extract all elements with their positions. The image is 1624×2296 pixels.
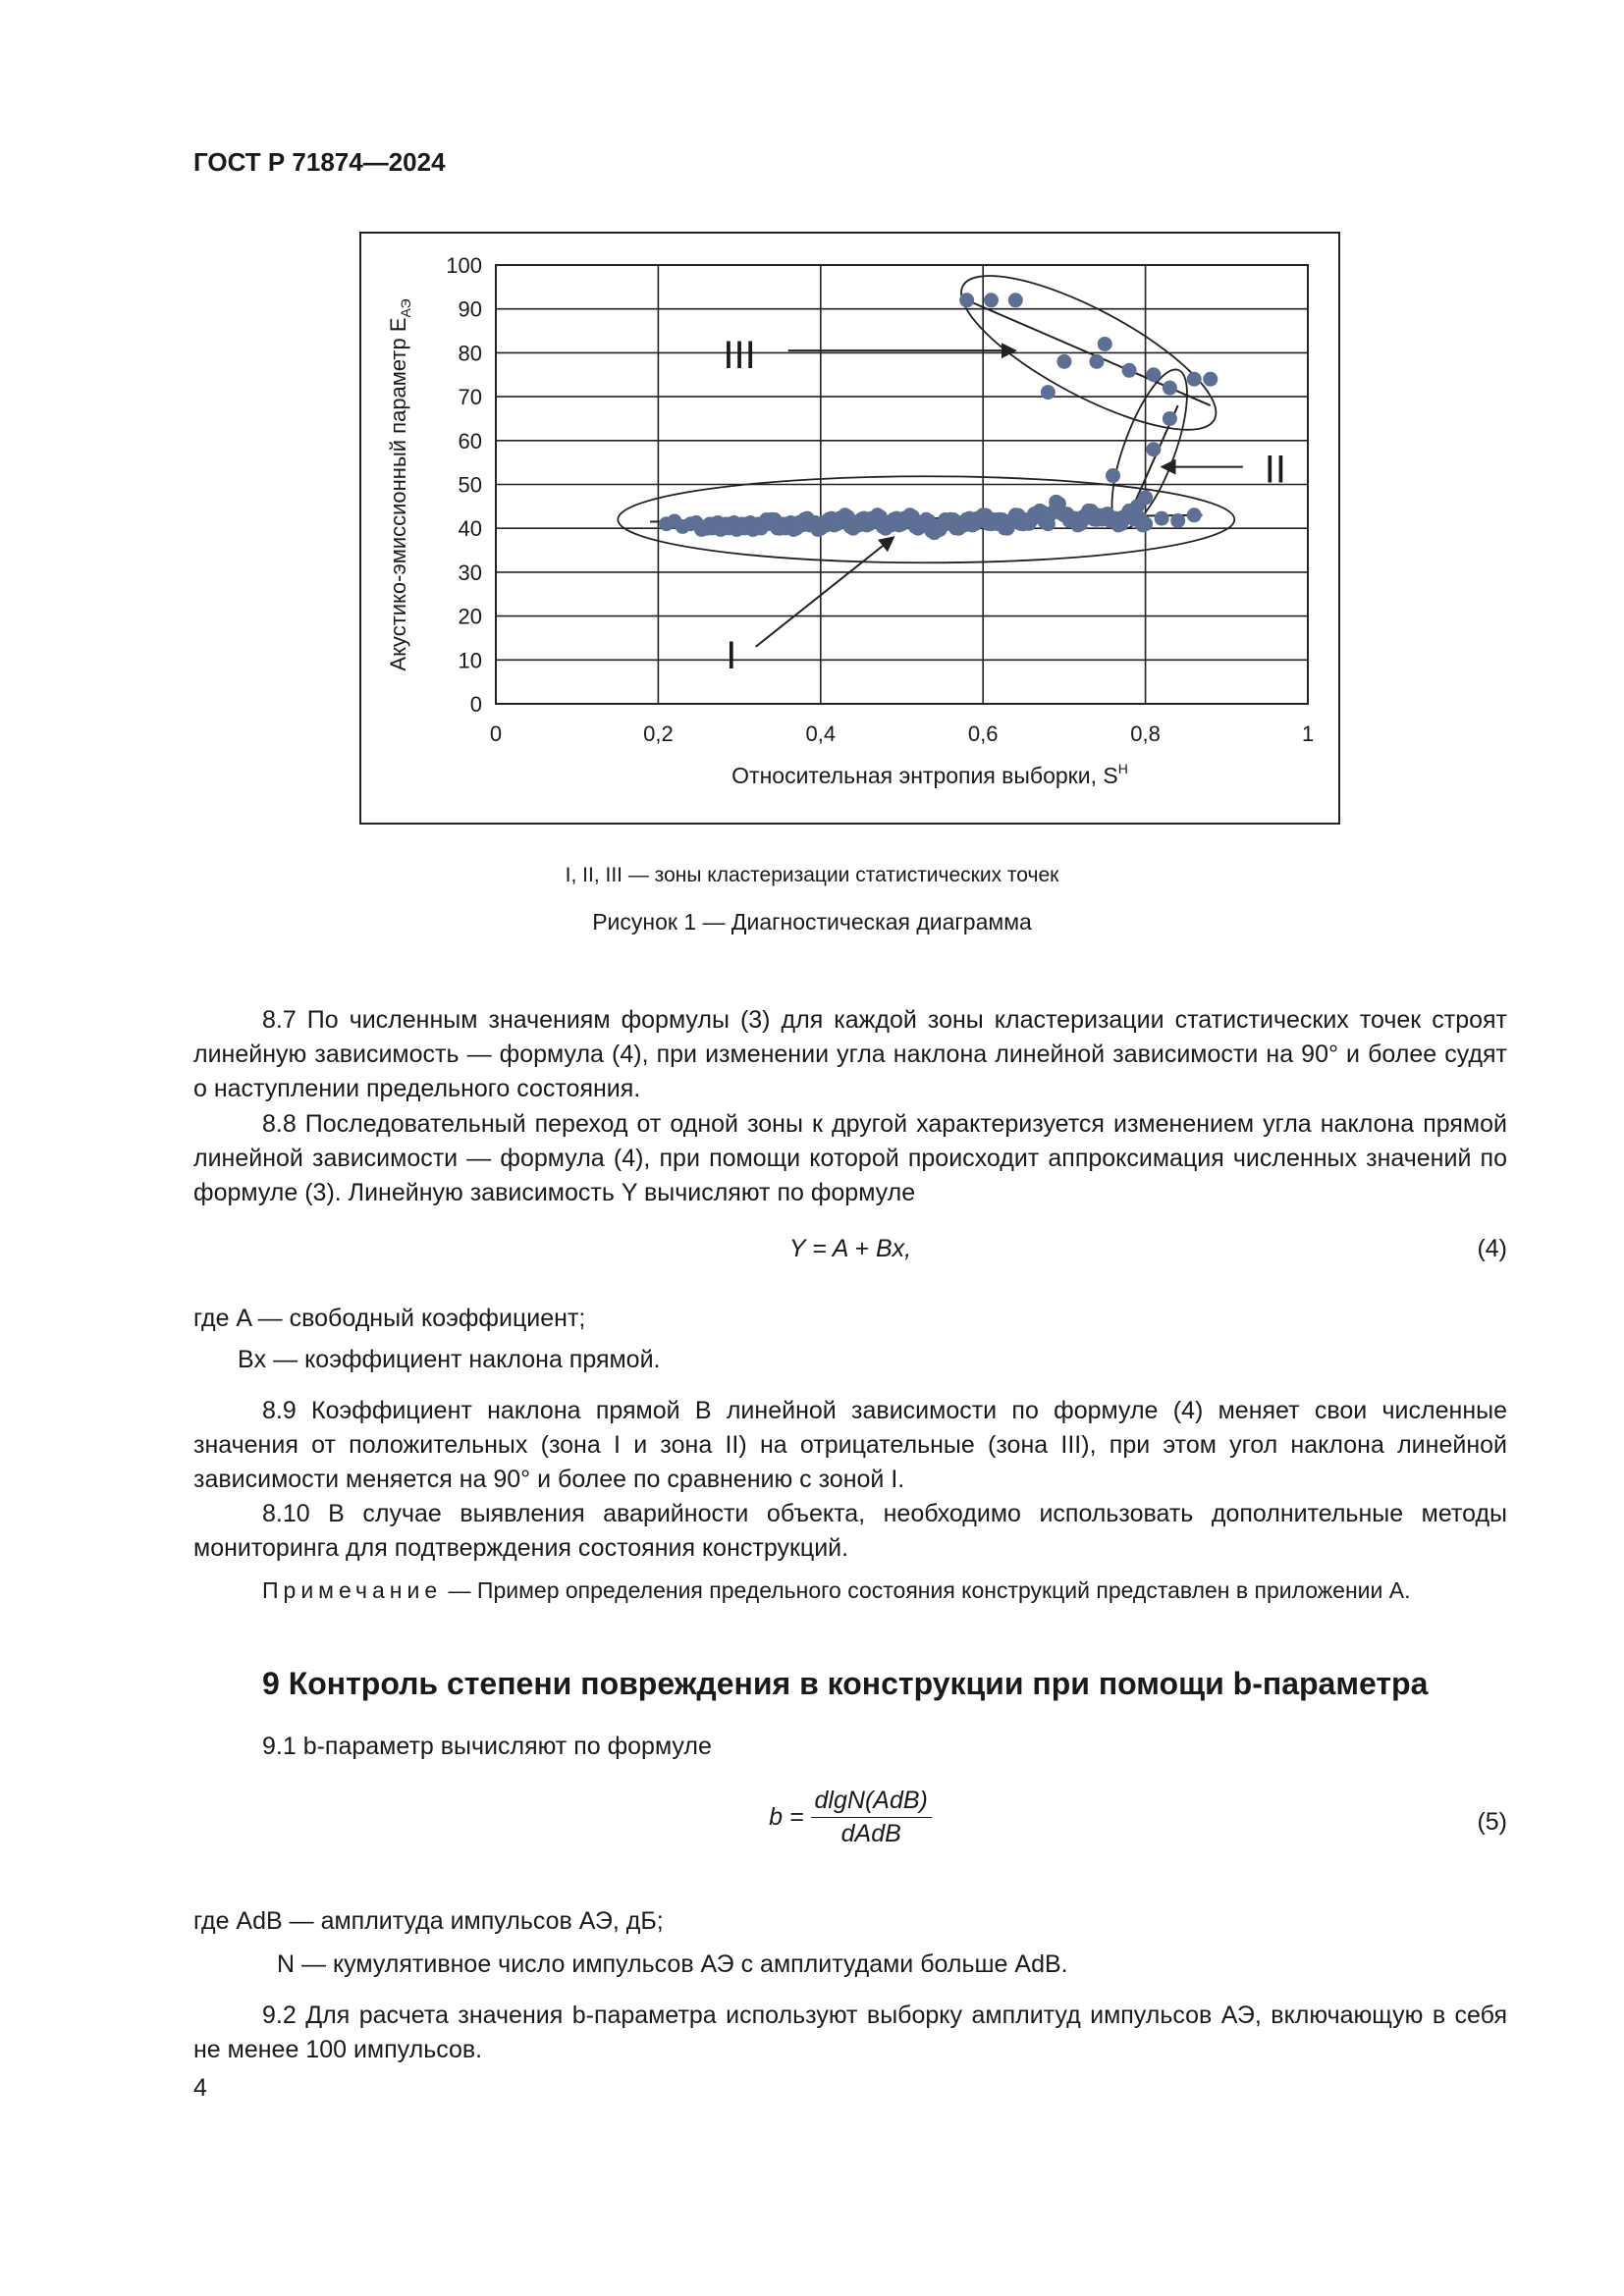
- zone-label: I: [726, 634, 737, 678]
- data-point: [1122, 363, 1137, 378]
- zone-label: II: [1264, 448, 1287, 492]
- y-tick-label: 60: [458, 428, 482, 454]
- data-point: [1146, 442, 1161, 456]
- zone-I-arrow: [756, 537, 894, 647]
- formula-5-fraction: [811, 1787, 932, 1848]
- data-point: [1135, 517, 1150, 532]
- paragraph-9-1-text: 9.1 b-параметр вычисляют по формуле: [262, 1733, 712, 1760]
- y-tick-label: 20: [458, 604, 482, 629]
- paragraph-9-2: [193, 1999, 1507, 2067]
- page-number: 4: [193, 2074, 207, 2102]
- data-point: [1056, 354, 1071, 369]
- figure-frame: [359, 232, 1340, 825]
- y-tick-label: 10: [458, 648, 482, 673]
- paragraph-8-10-text: 8.10 В случае выявления аварийности объекта, необходимо использовать дополнительные методы мониторинга для подтверждения состояния конструкций.: [193, 1500, 1507, 1562]
- data-point: [1146, 367, 1161, 382]
- x-tick-labels: [490, 721, 1314, 746]
- y-axis-label: Акустико-эмиссионный параметр $E_{АЭ}$: [386, 298, 413, 671]
- formula-5-denominator: dAdB: [840, 1820, 901, 1847]
- data-point: [1098, 337, 1112, 351]
- x-tick-label: 0,2: [643, 721, 674, 746]
- where-4-b: Bx — коэффициент наклона прямой.: [238, 1346, 661, 1373]
- zone-legend: I, II, III — зоны кластеризации статистических точек: [565, 864, 1059, 886]
- chart-grid: [496, 265, 1308, 704]
- paragraph-9-2-text: 9.2 Для расчета значения b-параметра используют выборку амплитуд импульсов АЭ, включающую в себя не менее 100 импульсов.: [193, 2002, 1507, 2063]
- data-point: [1163, 381, 1177, 396]
- paragraph-8-8-text: 8.8 Последовательный переход от одной зоны к другой характеризуется изменением угла наклона прямой линейной зависимости — формула (4), при помощи которой происходит аппроксимация численных значений по формуле (3). Линейную зависимость Y вычисляют по формуле: [193, 1110, 1507, 1206]
- formula-5-row: [193, 1787, 1507, 1865]
- data-point: [959, 293, 974, 307]
- y-tick-label: 80: [458, 341, 482, 366]
- data-point: [1041, 385, 1056, 400]
- data-point: [1138, 490, 1153, 505]
- data-point: [1170, 513, 1185, 528]
- data-point: [676, 519, 690, 534]
- document-header: ГОСТ Р 71874—2024: [193, 147, 446, 177]
- x-tick-label: 0,4: [805, 721, 837, 746]
- note-label: Примечание: [262, 1577, 443, 1603]
- paragraph-8-9-text: 8.9 Коэффициент наклона прямой В линейной зависимости по формуле (4) меняет свои численные значения от положительных (зона I и зона II) на отрицательные (зона III), при этом угол наклона линейной зависимости меняется на 90° и более по сравнению с зоной I.: [193, 1397, 1507, 1493]
- paragraph-8-9: [193, 1394, 1507, 1497]
- x-tick-label: 0: [489, 721, 503, 746]
- data-point: [1089, 354, 1104, 369]
- x-tick-label: 0,6: [967, 721, 999, 746]
- y-tick-label: 100: [446, 253, 482, 278]
- formula-5-lhs: b =: [769, 1803, 804, 1831]
- figure-caption: Рисунок 1 — Диагностическая диаграмма: [592, 909, 1032, 934]
- formula-4-number: (4): [1477, 1235, 1507, 1262]
- section-9-heading: 9 Контроль степени повреждения в конструкции при помощи b-параметра: [262, 1666, 1429, 1701]
- data-point: [1163, 411, 1177, 426]
- data-point: [1008, 293, 1023, 307]
- paragraph-9-1: [193, 1730, 1507, 1764]
- formula-4-row: [193, 1235, 1507, 1269]
- x-axis-label: Относительная энтропия выборки, $S^H$: [731, 761, 1128, 788]
- scatter-chart: [361, 234, 1338, 823]
- y-tick-label: 30: [458, 560, 482, 585]
- paragraph-8-7-text: 8.7 По численным значениям формулы (3) для каждой зоны кластеризации статистических точек строят линейную зависимость — формула (4), при изменении угла наклона линейной зависимости на 90° и более судят о наступлении предельного состояния.: [193, 1006, 1507, 1102]
- x-tick-label: 1: [1301, 721, 1315, 746]
- note: [262, 1577, 1507, 1604]
- paragraph-8-8: [193, 1107, 1507, 1210]
- where-4-a: где A — свободный коэффициент;: [193, 1305, 586, 1332]
- y-tick-label: 50: [458, 472, 482, 498]
- data-point: [1203, 372, 1218, 387]
- data-point: [984, 293, 999, 307]
- data-point: [1155, 511, 1169, 526]
- data-point: [1187, 507, 1202, 522]
- formula-4: Y = A + Bx,: [788, 1235, 912, 1262]
- y-tick-label: 40: [458, 516, 482, 542]
- y-tick-labels: [446, 253, 482, 717]
- paragraph-8-10: [193, 1497, 1507, 1566]
- zone-label: III: [723, 334, 756, 378]
- chart-annotations: [618, 247, 1286, 677]
- x-tick-label: 0,8: [1130, 721, 1161, 746]
- y-tick-label: 0: [469, 692, 482, 717]
- y-tick-label: 70: [458, 385, 482, 410]
- y-tick-label: 90: [458, 296, 482, 322]
- where-5-b: N — кумулятивное число импульсов АЭ с амплитудами больше AdB.: [277, 1950, 1068, 1978]
- paragraph-8-7: [193, 1003, 1507, 1106]
- note-text: — Пример определения предельного состояния конструкций представлен в приложении А.: [448, 1577, 1411, 1603]
- formula-5-number: (5): [1477, 1808, 1507, 1836]
- data-point: [1187, 372, 1202, 387]
- where-5-a: где AdB — амплитуда импульсов АЭ, дБ;: [193, 1907, 664, 1935]
- data-point: [1106, 468, 1120, 483]
- formula-5-numerator: dlgN(AdB): [811, 1787, 932, 1818]
